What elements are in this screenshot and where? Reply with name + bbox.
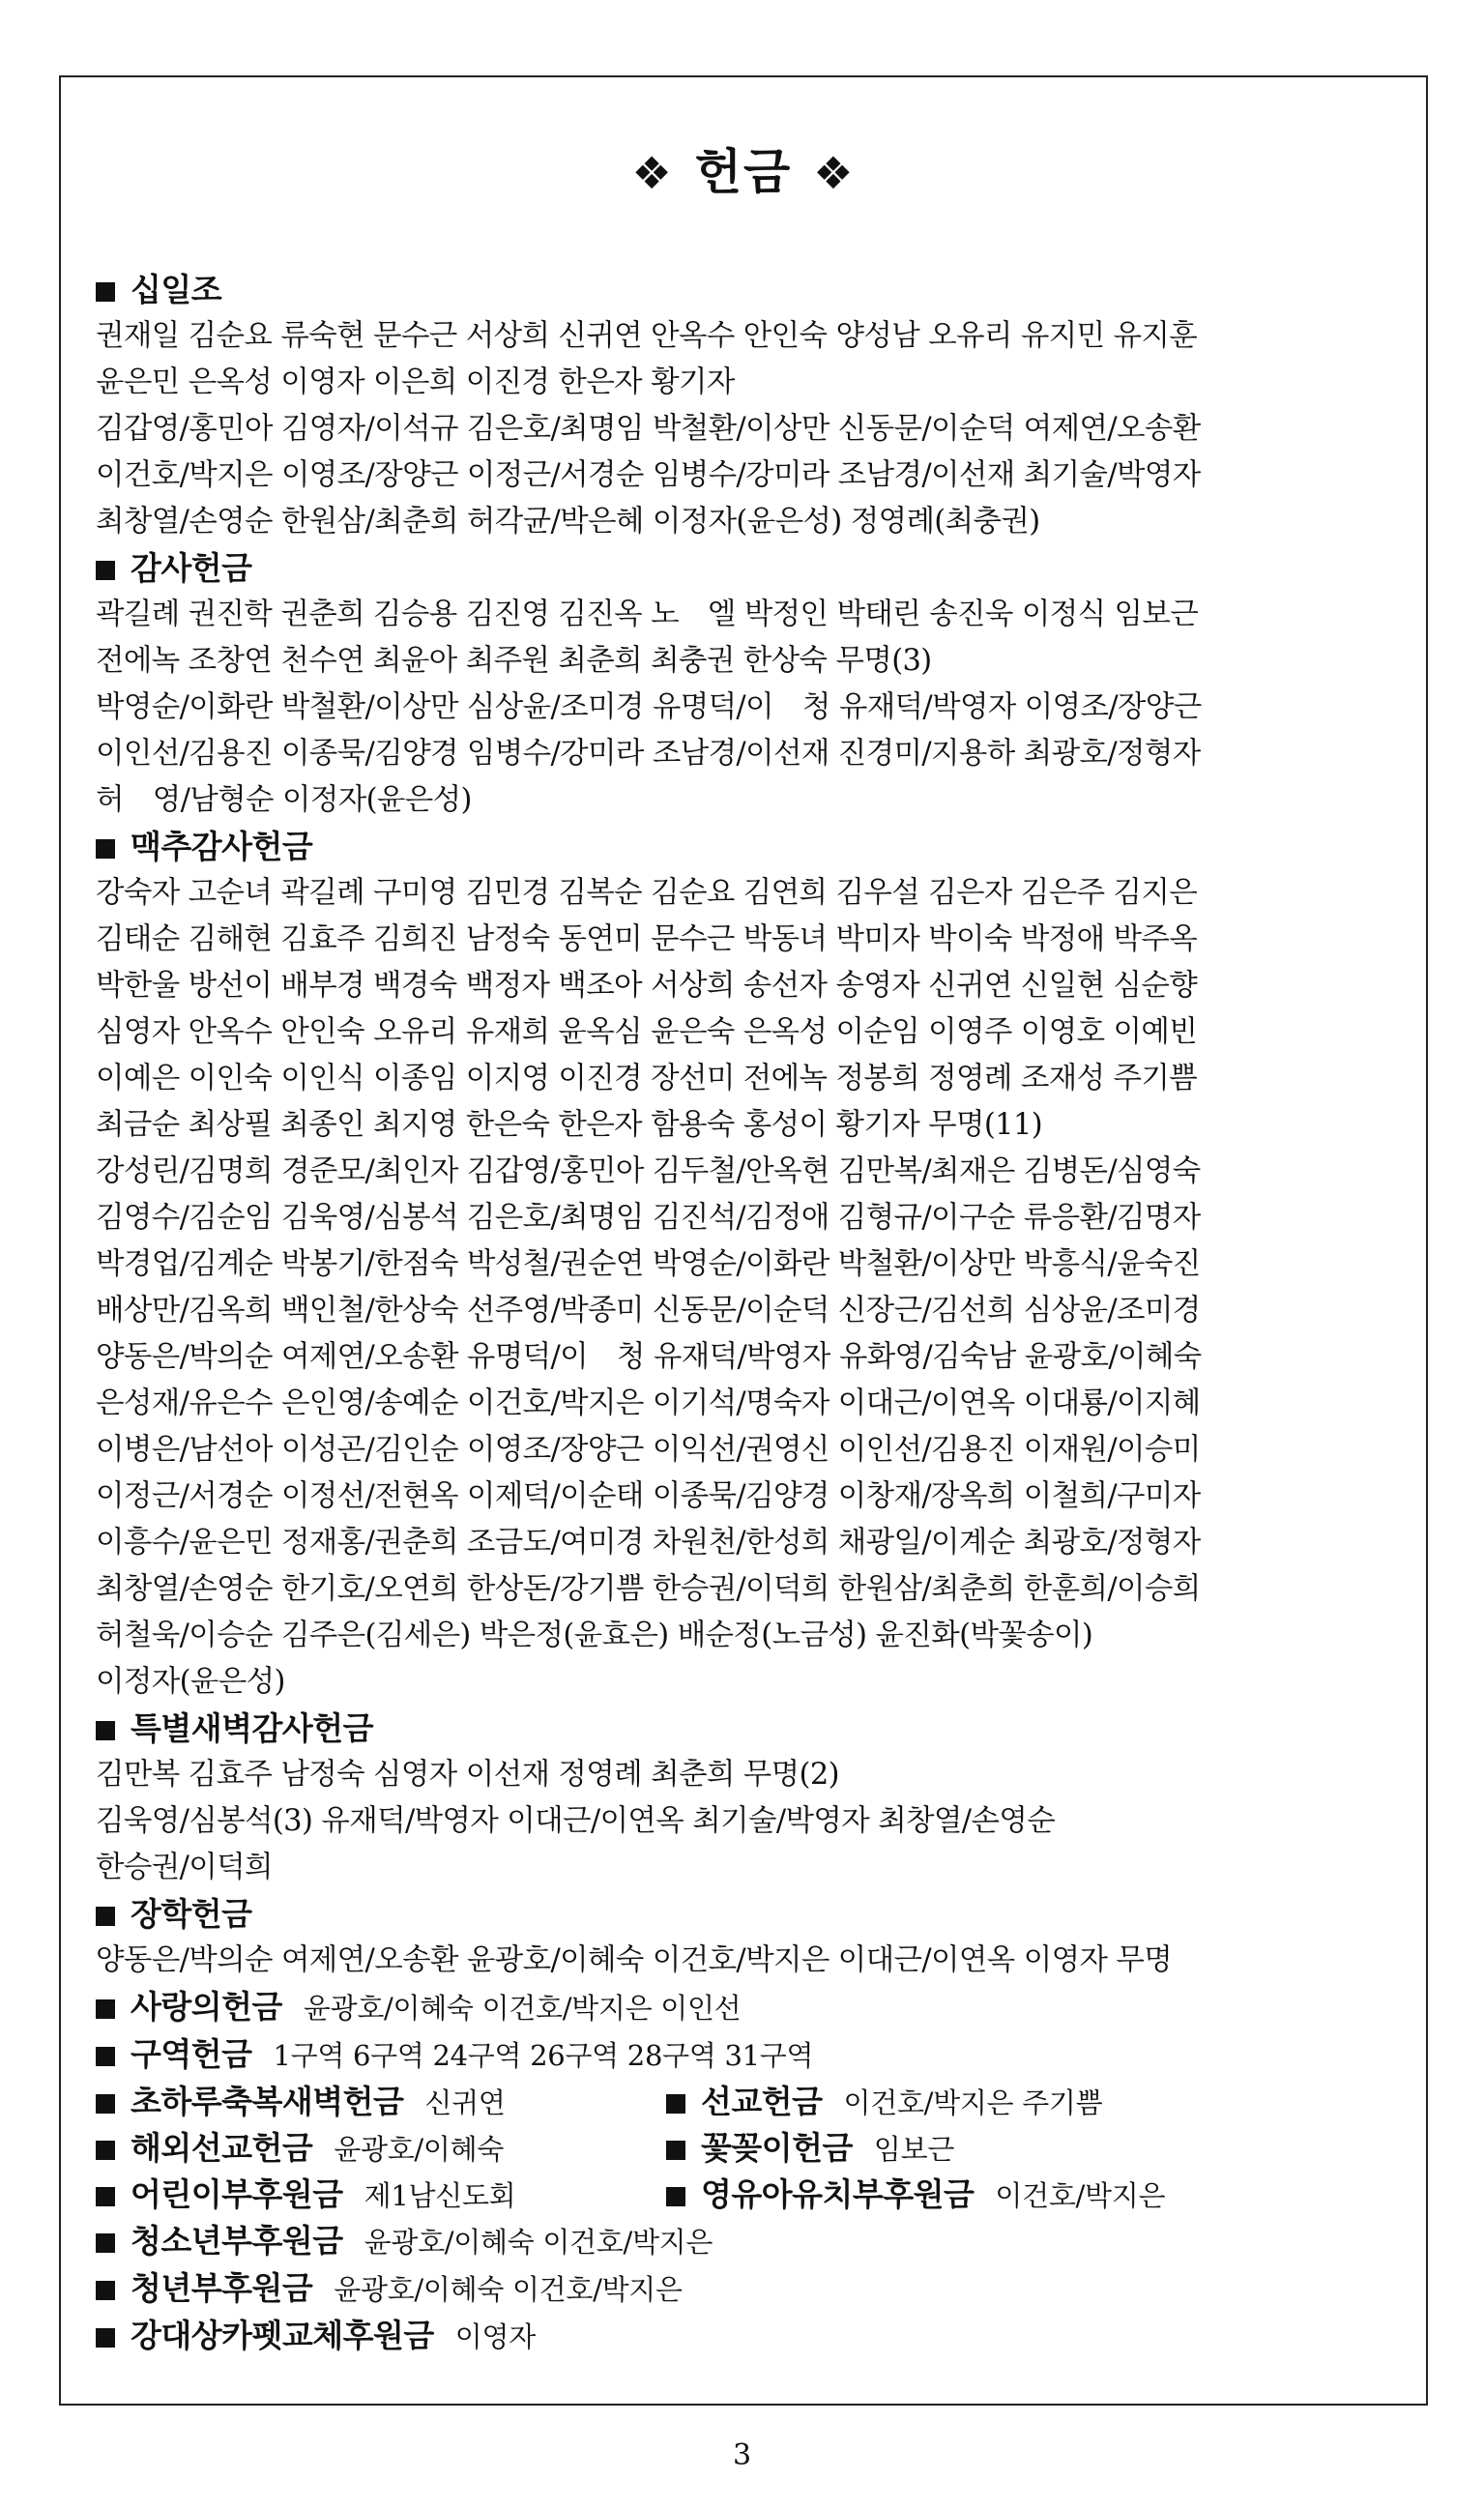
donor-line: 최창열/손영순 한원삼/최춘희 허각균/박은혜 이정자(윤은성) 정영례(최충권): [96, 505, 1040, 539]
donor-line: 최창열/손영순 한기호/오연희 한상돈/강기쁨 한승권/이덕희 한원삼/최춘희 한훈희/이승희: [96, 1572, 1201, 1606]
section-header: [96, 1891, 1397, 1938]
donor-line: 윤은민 은옥성 이영자 이은희 이진경 한은자 황기자: [96, 365, 735, 399]
page-number: 3: [732, 2438, 752, 2472]
square-bullet-icon: [96, 1999, 115, 2019]
offering-section: [96, 267, 1397, 545]
offering-content: [96, 267, 1397, 2360]
section-heading: 어린이부후원금: [131, 2175, 343, 2213]
donor-names: 윤광호/이혜숙: [334, 2133, 505, 2166]
donor-line: 은성재/유은수 은인영/송예순 이건호/박지은 이기석/명숙자 이대근/이연옥 이대룡/이지혜: [96, 1386, 1201, 1420]
square-bullet-icon: [96, 2233, 115, 2253]
offering-section: [96, 545, 1397, 824]
donor-line: 이병은/남선아 이성곤/김인순 이영조/장양근 이익선/권영신 이인선/김용진 이재원/이승미: [96, 1433, 1201, 1467]
donor-line: 김갑영/홍민아 김영자/이석규 김은호/최명임 박철환/이상만 신동문/이순덕 여제연/오송환: [96, 412, 1201, 446]
support-offering: [96, 2265, 1397, 2313]
diamond-icon-left: ❖: [631, 147, 674, 199]
donor-line: 양동은/박의순 여제연/오송환 유명덕/이 청 유재덕/박영자 유화영/김숙남 윤광호/이혜숙: [96, 1340, 1202, 1374]
donor-names: 이건호/박지은: [995, 2179, 1166, 2212]
page-title: [61, 133, 1426, 203]
inline-offerings: [96, 1984, 1397, 2079]
donor-line: 김영수/김순임 김욱영/심봉석 김은호/최명임 김진석/김정애 김형규/이구순 류응환/김명자: [96, 1201, 1201, 1235]
donor-line: 강성린/김명희 경준모/최인자 김갑영/홍민아 김두철/안옥현 김만복/최재은 김병돈/심영숙: [96, 1154, 1201, 1188]
square-bullet-icon: [96, 2328, 115, 2348]
offering-pair-row: [96, 2172, 1397, 2218]
section-heading: 꽃꽂이헌금: [701, 2129, 853, 2167]
offering-left: [96, 2172, 515, 2219]
donor-line: 박한울 방선이 배부경 백경숙 백정자 백조아 서상희 송선자 송영자 신귀연 신일현 심순향: [96, 969, 1198, 1003]
page-frame: [59, 75, 1428, 2406]
inline-offering: [96, 2031, 1397, 2079]
section-header: [96, 1706, 1397, 1752]
donor-names: 이건호/박지은 주기쁨: [843, 2086, 1103, 2119]
donor-line: 이정자(윤은성): [96, 1665, 285, 1699]
support-offering: [96, 2218, 1397, 2265]
square-bullet-icon: [96, 2187, 115, 2206]
inline-offering: [96, 1984, 1397, 2031]
section-heading: 해외선교헌금: [131, 2129, 313, 2167]
donor-line: 박경업/김계순 박봉기/한점숙 박성철/권순연 박영순/이화란 박철환/이상만 박흥식/윤숙진: [96, 1247, 1201, 1281]
donor-names: 임보근: [873, 2133, 955, 2166]
donor-line: 박영순/이화란 박철환/이상만 심상윤/조미경 유명덕/이 청 유재덕/박영자 이영조/장양근: [96, 690, 1202, 724]
donor-line: 최금순 최상필 최종인 최지영 한은숙 한은자 함용숙 홍성이 황기자 무명(11): [96, 1108, 1043, 1142]
donor-names: 윤광호/이혜숙 이건호/박지은: [364, 2226, 713, 2259]
donor-names: 윤광호/이혜숙 이건호/박지은 이인선: [303, 1992, 742, 2025]
square-bullet-icon: [666, 2094, 685, 2114]
section-heading: 구역헌금: [131, 2035, 252, 2073]
offering-section: [96, 824, 1397, 1706]
section-heading: 감사헌금: [131, 549, 252, 587]
donor-line: 김만복 김효주 남정숙 심영자 이선재 정영례 최춘희 무명(2): [96, 1758, 839, 1792]
paired-offerings: [96, 2079, 1397, 2218]
offering-section: [96, 1891, 1397, 1984]
donor-names: 제1남신도회: [364, 2179, 516, 2212]
square-bullet-icon: [96, 1907, 115, 1926]
section-heading: 사랑의헌금: [131, 1988, 282, 2026]
title-text: 헌금: [694, 144, 793, 200]
donor-line: 허철욱/이승순 김주은(김세은) 박은정(윤효은) 배순정(노금성) 윤진화(박꽃송이): [96, 1619, 1093, 1652]
offering-section: [96, 1706, 1397, 1891]
donor-names: 신귀연: [424, 2086, 506, 2119]
square-bullet-icon: [96, 282, 115, 302]
offering-right: [666, 2125, 954, 2173]
donor-line: 강숙자 고순녀 곽길례 구미영 김민경 김복순 김순요 김연희 김우설 김은자 김은주 김지은: [96, 876, 1198, 910]
donor-line: 김태순 김해현 김효주 김희진 남정숙 동연미 문수근 박동녀 박미자 박이숙 박정애 박주옥: [96, 922, 1198, 956]
section-heading: 선교헌금: [701, 2083, 823, 2120]
section-heading: 강대상카펫교체후원금: [131, 2317, 434, 2354]
donor-line: 배상만/김옥희 백인철/한상숙 선주영/박종미 신동문/이순덕 신장근/김선희 심상윤/조미경: [96, 1294, 1201, 1327]
square-bullet-icon: [666, 2141, 685, 2160]
donor-line: 곽길례 권진학 권춘희 김승용 김진영 김진옥 노 엘 박정인 박태린 송진욱 이정식 임보근: [96, 598, 1199, 631]
donor-names: 윤광호/이혜숙 이건호/박지은: [334, 2273, 683, 2306]
square-bullet-icon: [96, 839, 115, 859]
offering-pair-row: [96, 2079, 1397, 2125]
donor-line: 김욱영/심봉석(3) 유재덕/박영자 이대근/이연옥 최기술/박영자 최창열/손영순: [96, 1804, 1056, 1838]
support-offering: [96, 2313, 1397, 2360]
square-bullet-icon: [96, 2047, 115, 2066]
donor-names: 1구역 6구역 24구역 26구역 28구역 31구역: [273, 2039, 814, 2072]
donor-names: 이영자: [454, 2320, 536, 2353]
section-heading: 맥추감사헌금: [131, 828, 313, 865]
square-bullet-icon: [96, 2281, 115, 2300]
square-bullet-icon: [666, 2187, 685, 2206]
donor-line: 이인선/김용진 이종묵/김양경 임병수/강미라 조남경/이선재 진경미/지용하 최광호/정형자: [96, 737, 1201, 771]
section-heading: 십일조: [131, 271, 222, 308]
support-offerings: [96, 2218, 1397, 2360]
square-bullet-icon: [96, 2141, 115, 2160]
donor-line: 허 영/남형순 이정자(윤은성): [96, 783, 472, 817]
donor-line: 권재일 김순요 류숙현 문수근 서상희 신귀연 안옥수 안인숙 양성남 오유리 유지민 유지훈: [96, 319, 1198, 353]
square-bullet-icon: [96, 2094, 115, 2114]
section-heading: 청년부후원금: [131, 2269, 313, 2307]
section-heading: 청소년부후원금: [131, 2222, 343, 2260]
donor-line: 이흥수/윤은민 정재홍/권춘희 조금도/여미경 차원천/한성희 채광일/이계순 최광호/정형자: [96, 1526, 1201, 1560]
offering-right: [666, 2079, 1102, 2126]
section-heading: 영유아유치부후원금: [701, 2175, 975, 2213]
diamond-icon-right: ❖: [813, 147, 856, 199]
donor-line: 이건호/박지은 이영조/장양근 이정근/서경순 임병수/강미라 조남경/이선재 최기술/박영자: [96, 458, 1201, 492]
offering-left: [96, 2079, 506, 2126]
section-heading: 초하루축복새벽헌금: [131, 2083, 404, 2120]
offering-left: [96, 2125, 504, 2173]
section-header: [96, 824, 1397, 870]
section-header: [96, 545, 1397, 592]
square-bullet-icon: [96, 1721, 115, 1740]
section-header: [96, 267, 1397, 313]
section-heading: 장학헌금: [131, 1895, 252, 1933]
donor-line: 전에녹 조창연 천수연 최윤아 최주원 최춘희 최충권 한상숙 무명(3): [96, 644, 932, 678]
offering-sections: [96, 267, 1397, 1984]
donor-line: 이정근/서경순 이정선/전현옥 이제덕/이순태 이종묵/김양경 이창재/장옥희 이철희/구미자: [96, 1479, 1201, 1513]
section-heading: 특별새벽감사헌금: [131, 1709, 374, 1747]
offering-pair-row: [96, 2125, 1397, 2172]
square-bullet-icon: [96, 561, 115, 580]
donor-line: 양동은/박의순 여제연/오송환 윤광호/이혜숙 이건호/박지은 이대근/이연옥 이영자 무명: [96, 1943, 1173, 1977]
donor-line: 심영자 안옥수 안인숙 오유리 유재희 윤옥심 윤은숙 은옥성 이순임 이영주 이영호 이예빈: [96, 1015, 1198, 1049]
donor-line: 한승권/이덕희: [96, 1851, 273, 1884]
donor-line: 이예은 이인숙 이인식 이종임 이지영 이진경 장선미 전에녹 정봉희 정영례 조재성 주기쁨: [96, 1062, 1198, 1095]
offering-right: [666, 2172, 1165, 2219]
